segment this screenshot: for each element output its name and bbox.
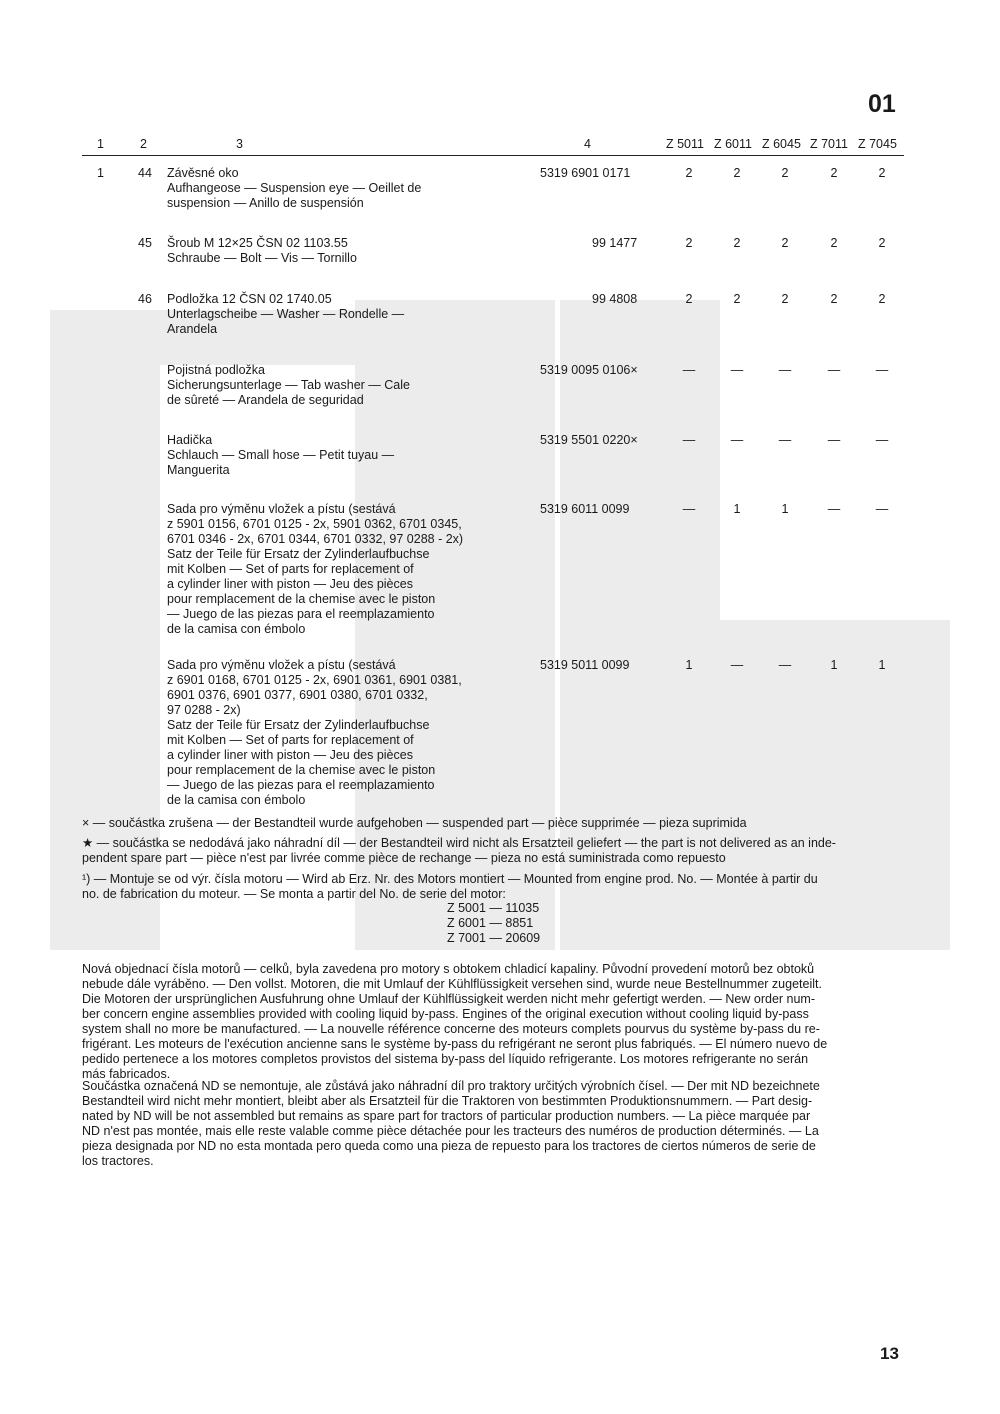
header-model: Z 7011 (810, 137, 848, 151)
row-qty: 2 (685, 166, 693, 180)
row-part-number: 5319 6901 0171 (540, 166, 631, 180)
header-model: Z 6045 (762, 137, 801, 151)
row-qty: 2 (685, 292, 693, 306)
engine-serial-numbers: Z 5001 — 11035 Z 6001 — 8851 Z 7001 — 20609 (447, 901, 541, 945)
row-qty: 2 (685, 236, 693, 250)
row-qty: 2 (781, 236, 789, 250)
row-qty: — (730, 433, 744, 447)
row-qty: — (827, 433, 841, 447)
row-description: Sada pro výměnu vložek a pístu (sestává z 5901 0156, 6701 0125 - 2x, 5901 0362, 6701 0345, 6701 0346 - 2x, 6701 0344, 6701 0332, 97 0288 - 2x) Satz der Teile für Ersatz der Zylinderlaufbuchse mit Kolben — Set of parts for replacement of a cylinder liner with piston — Jeu des pièces pour remplacement de la chemise avec le piston — Juego de las piezas para el reemplazamiento de la camisa con émbolo (167, 502, 464, 636)
row-qty: 2 (781, 166, 789, 180)
note-nd-parts: Součástka označená ND se nemontuje, ale zůstává jako náhradní díl pro traktory určitých výrobních čísel. — Der mit ND bezeichnete Bestandteil wird nicht mehr montiert, bleibt aber als Ersatzteil für die Traktoren von bestimmten Produktionsnummern. — Part desig- nated by ND will be not assembled but remains as spare part for tractors of particular production numbers. — La pièce marquée par ND n'est pas montée, mais elle reste valable comme pièce détachée pour les tracteurs des numéros de production déterminés. — La pieza designada por ND no esta montada pero queda como una pieza de repuesto para los tractores de ciertos números de serie de los tractores. (82, 1079, 820, 1168)
row-qty: 2 (830, 236, 838, 250)
row-position: 44 (138, 166, 152, 180)
row-qty: — (827, 502, 841, 516)
row-qty: — (778, 363, 792, 377)
note-footnote-engine: ¹) — Montuje se od výr. čísla motoru — Wird ab Erz. Nr. des Motors montiert — Mounted from engine prod. No. — Montée à partir du no. de fabrication du moteur. — Se monta a partir del No. de serie del motor: (82, 872, 818, 901)
row-qty: 2 (733, 166, 741, 180)
row-qty: — (682, 363, 696, 377)
row-qty: 1 (733, 502, 741, 516)
row-description: Pojistná podložka Sicherungsunterlage — Tab washer — Cale de sûreté — Arandela de seguridad (167, 363, 410, 407)
header-col-1: 1 (97, 137, 104, 151)
row-qty: — (730, 658, 744, 672)
row-qty: 1 (878, 658, 886, 672)
row-qty: 1 (685, 658, 693, 672)
row-qty: — (875, 502, 889, 516)
row-qty: — (682, 433, 696, 447)
row-qty: — (875, 363, 889, 377)
row-part-number: 5319 5011 0099 (540, 658, 630, 672)
row-qty: — (827, 363, 841, 377)
row-qty: 2 (733, 292, 741, 306)
row-qty: — (778, 433, 792, 447)
row-qty: 2 (878, 166, 886, 180)
row-qty: 2 (830, 166, 838, 180)
row-qty: 2 (781, 292, 789, 306)
row-part-number: 99 1477 (592, 236, 638, 250)
row-position: 45 (138, 236, 152, 250)
header-model: Z 7045 (858, 137, 897, 151)
row-qty: 2 (878, 292, 886, 306)
row-qty: 1 (830, 658, 838, 672)
row-qty: — (730, 363, 744, 377)
table-header (82, 137, 904, 156)
row-part-number: 5319 5501 0220× (540, 433, 638, 447)
row-qty: — (778, 658, 792, 672)
row-description: Závěsné oko Aufhangeose — Suspension eye — Oeillet de suspension — Anillo de suspensión (167, 166, 422, 210)
row-part-number: 5319 6011 0099 (540, 502, 630, 516)
header-col-4: 4 (584, 137, 591, 151)
section-number: 01 (868, 90, 896, 118)
row-description: Sada pro výměnu vložek a pístu (sestává z 6901 0168, 6701 0125 - 2x, 6901 0361, 6901 0381, 6901 0376, 6901 0377, 6901 0380, 6701 0332, 97 0288 - 2x) Satz der Teile für Ersatz der Zylinderlaufbuchse mit Kolben — Set of parts for replacement of a cylinder liner with piston — Jeu des pièces pour remplacement de la chemise avec le piston — Juego de las piezas para el reemplazamiento de la camisa con émbolo (167, 658, 462, 807)
row-qty: 2 (878, 236, 886, 250)
row-part-number: 5319 0095 0106× (540, 363, 638, 377)
row-qty: 2 (830, 292, 838, 306)
header-model: Z 6011 (714, 137, 752, 151)
header-model: Z 5011 (666, 137, 704, 151)
row-qty: 1 (781, 502, 789, 516)
header-col-2: 2 (140, 137, 147, 151)
row-col-1: 1 (97, 166, 104, 180)
note-cross-suspended: × — součástka zrušena — der Bestandteil wurde aufgehoben — suspended part — pièce supprimée — pieza suprimida (82, 816, 747, 830)
row-description: Šroub M 12×25 ČSN 02 1103.55 Schraube — Bolt — Vis — Tornillo (167, 236, 357, 265)
row-qty: 2 (733, 236, 741, 250)
row-qty: — (875, 433, 889, 447)
note-star-not-delivered: ★ — součástka se nedodává jako náhradní díl — der Bestandteil wird nicht als Ersatzteil geliefert — the part is not delivered as an inde- pendent spare part — pièce n'est par livrée comme pièce de rechange — pieza no está suministrada como repuesto (82, 836, 836, 865)
row-part-number: 99 4808 (592, 292, 638, 306)
row-position: 46 (138, 292, 152, 306)
row-qty: — (682, 502, 696, 516)
note-order-numbers: Nová objednací čísla motorů — celků, byla zavedena pro motory s obtokem chladicí kapaliny. Původní provedení motorů bez obtoků nebude dále vyráběno. — Den vollst. Motoren, die mit Umlauf der Kühlflüssigkeit versehen sind, wurde neue Bestellnummer zugeteilt. Die Motoren der ursprünglichen Ausfuhrung ohne Umlauf der Kühlflüssigkeit werden nicht mehr gefertigt werden. — New order num- ber concern engine assemblies provided with cooling liquid by-pass. Engines of the original execution without cooling liquid by-pass system shall no more be manufactured. — La nouvelle référence concerne des moteurs complets pourvus du système by-pass du re- frigérant. Les moteurs de l'exécution ancienne sans le système by-pass du refrigérant ne seront plus fabriqués. — El número nuevo de pedido pertenece a los motores completos provistos del sistema by-pass del líquido refrigerante. Los motores refrigerante no serán más fabricados. (82, 962, 828, 1081)
header-col-3: 3 (236, 137, 243, 151)
page-number: 13 (880, 1344, 899, 1363)
row-description: Podložka 12 ČSN 02 1740.05 Unterlagscheibe — Washer — Rondelle — Arandela (167, 292, 405, 336)
row-description: Hadička Schlauch — Small hose — Petit tuyau — Manguerita (167, 433, 395, 477)
